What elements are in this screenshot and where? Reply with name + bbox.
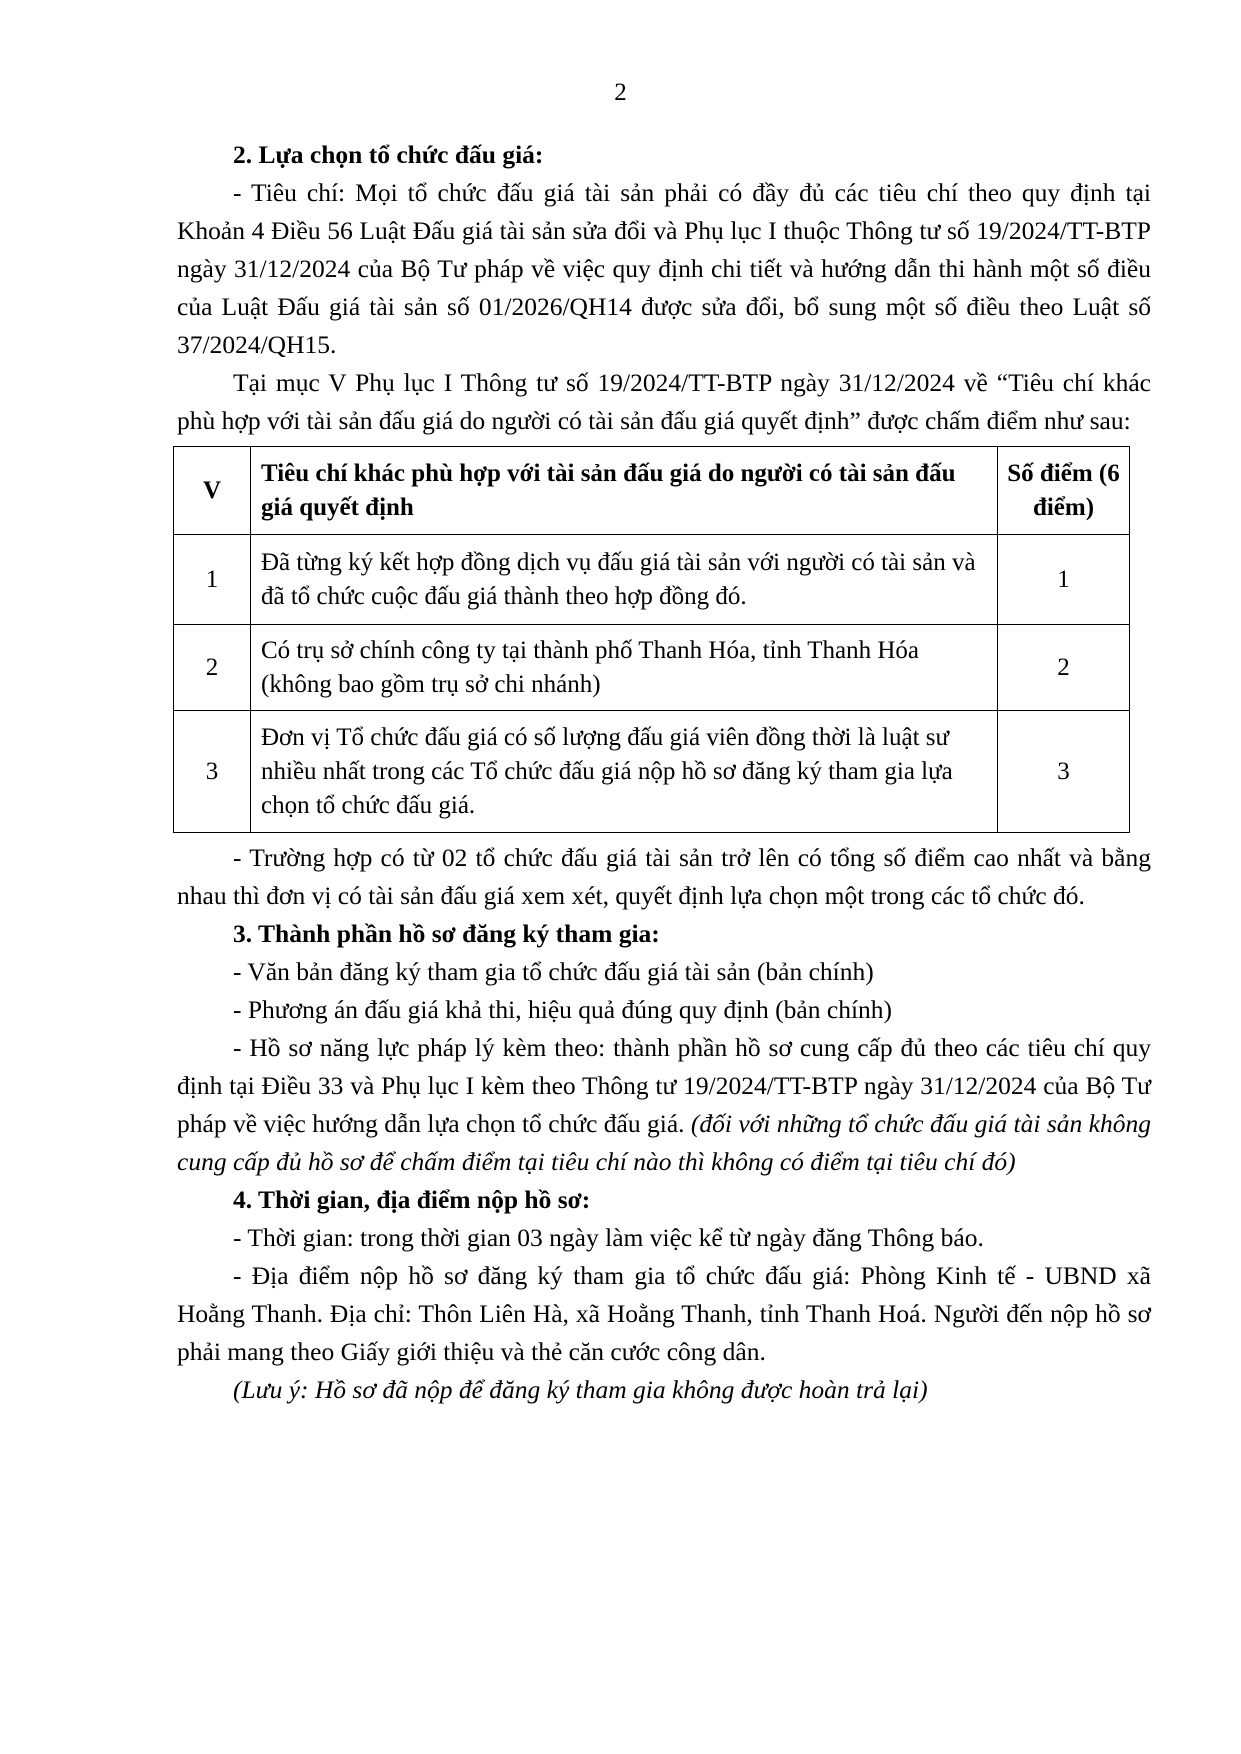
- tie-paragraph: - Trường hợp có từ 02 tổ chức đấu giá tài sản trở lên có tổng số điểm cao nhất và bằng nhau thì đơn vị có tài sản đấu giá xem xét, quyết định lựa chọn một trong các tổ chức đó.: [177, 843, 1151, 910]
- dossier-item-3: [177, 1029, 1151, 1181]
- dossier-item-2: - Phương án đấu giá khả thi, hiệu quả đúng quy định (bản chính): [233, 995, 893, 1024]
- note-paragraph: (Lưu ý: Hồ sơ đã nộp để đăng ký tham gia không được hoàn trả lại): [233, 1375, 928, 1404]
- row-criteria: Có trụ sở chính công ty tại thành phố Thanh Hóa, tỉnh Thanh Hóa (không bao gồm trụ sở chi nhánh): [251, 625, 998, 711]
- row-points: 3: [998, 711, 1130, 833]
- row-number: 1: [174, 535, 251, 625]
- row-number: 3: [174, 711, 251, 833]
- section-4-heading: 4. Thời gian, địa điểm nộp hồ sơ:: [233, 1185, 591, 1214]
- row-number: 2: [174, 625, 251, 711]
- dossier-item-1: - Văn bản đăng ký tham gia tổ chức đấu giá tài sản (bản chính): [233, 957, 874, 986]
- criteria-table: [173, 446, 1130, 833]
- header-col-criteria: Tiêu chí khác phù hợp với tài sản đấu giá do người có tài sản đấu giá quyết định: [251, 447, 998, 535]
- row-points: 1: [998, 535, 1130, 625]
- dossier-item-3-text: - Hồ sơ năng lực pháp lý kèm theo: thành phần hồ sơ cung cấp đủ theo các tiêu chí quy định tại Điều 33 và Phụ lục I kèm theo Thông tư 19/2024/TT-BTP ngày 31/12/2024 của Bộ Tư pháp về việc hướng dẫn lựa chọn tổ chức đấu giá.: [177, 1033, 1151, 1138]
- table-row: [174, 711, 1130, 833]
- row-criteria: Đơn vị Tổ chức đấu giá có số lượng đấu giá viên đồng thời là luật sư nhiều nhất trong các Tổ chức đấu giá nộp hồ sơ đăng ký tham gia lựa chọn tổ chức đấu giá.: [251, 711, 998, 833]
- submission-place: - Địa điểm nộp hồ sơ đăng ký tham gia tổ chức đấu giá: Phòng Kinh tế - UBND xã Hoằng Thanh. Địa chỉ: Thôn Liên Hà, xã Hoằng Thanh, tỉnh Thanh Hoá. Người đến nộp hồ sơ phải mang theo Giấy giới thiệu và thẻ căn cước công dân.: [177, 1261, 1151, 1366]
- table-row: [174, 625, 1130, 711]
- intro-paragraph: Tại mục V Phụ lục I Thông tư số 19/2024/TT-BTP ngày 31/12/2024 về “Tiêu chí khác phù hợp với tài sản đấu giá do người có tài sản đấu giá quyết định” được chấm điểm như sau:: [177, 368, 1151, 435]
- header-col-section: V: [174, 447, 251, 535]
- header-col-points: Số điểm (6 điểm): [998, 447, 1130, 535]
- row-points: 2: [998, 625, 1130, 711]
- dossier-item-3-note: (đối với những tổ chức đấu giá tài sản không cung cấp đủ hồ sơ để chấm điểm tại tiêu chí nào thì không có điểm tại tiêu chí đó): [177, 1109, 1151, 1176]
- page-number: 2: [614, 79, 627, 106]
- section-3-heading: 3. Thành phần hồ sơ đăng ký tham gia:: [233, 919, 660, 948]
- submission-time: - Thời gian: trong thời gian 03 ngày làm việc kể từ ngày đăng Thông báo.: [233, 1223, 984, 1252]
- table-header-row: [174, 447, 1130, 535]
- row-criteria: Đã từng ký kết hợp đồng dịch vụ đấu giá tài sản với người có tài sản và đã tổ chức cuộc đấu giá thành theo hợp đồng đó.: [251, 535, 998, 625]
- section-2-heading: 2. Lựa chọn tổ chức đấu giá:: [233, 140, 544, 169]
- document-body: [177, 136, 1151, 1409]
- table-row: [174, 535, 1130, 625]
- criteria-paragraph: - Tiêu chí: Mọi tổ chức đấu giá tài sản phải có đầy đủ các tiêu chí theo quy định tại Khoản 4 Điều 56 Luật Đấu giá tài sản sửa đổi và Phụ lục I thuộc Thông tư số 19/2024/TT-BTP ngày 31/12/2024 của Bộ Tư pháp về việc quy định chi tiết và hướng dẫn thi hành một số điều của Luật Đấu giá tài sản số 01/2026/QH14 được sửa đổi, bổ sung một số điều theo Luật số 37/2024/QH15.: [177, 178, 1151, 359]
